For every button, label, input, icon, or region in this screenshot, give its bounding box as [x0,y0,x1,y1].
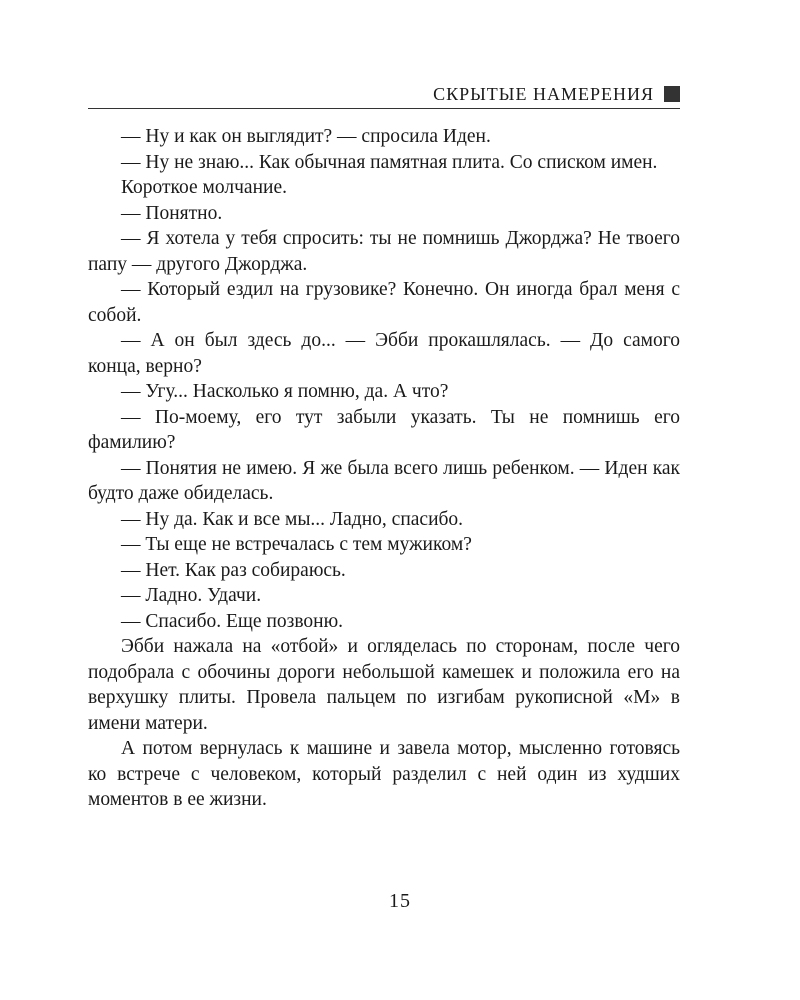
paragraph: — Ну и как он выглядит? — спросила Иден. [121,126,491,147]
square-marker-icon [664,86,680,102]
page-number: 15 [389,890,411,912]
paragraph: Короткое молчание. [121,177,287,198]
paragraph: — Ладно. Удачи. [121,585,262,606]
paragraph: — Я хотела у тебя спросить: ты не помнишь Джорджа? Не твоего папу — другого Джорджа. [88,228,680,275]
paragraph: — Нет. Как раз собираюсь. [121,559,346,581]
paragraph: — Ну не знаю... Как обычная памятная плита. Со списком имен. [121,151,658,173]
paragraph: — Который ездил на грузовике? Конечно. Он иногда брал меня с собой. [88,279,680,326]
paragraph: — Угу... Насколько я помню, да. А что? [121,381,449,402]
paragraph: — По-моему, его тут забыли указать. Ты не помнишь его фамилию? [88,406,680,453]
paragraph: — Понятно. [121,202,223,224]
running-header-title: СКРЫТЫЕ НАМЕРЕНИЯ [433,83,654,104]
running-header [88,78,680,109]
paragraph: — Ну да. Как и все мы... Ладно, спасибо. [121,508,464,530]
paragraph: — Спасибо. Еще позвоню. [121,610,344,632]
body-text [88,124,680,813]
paragraph: — А он был здесь до... — Эбби прокашлялась. — До самого конца, верно? [88,330,680,377]
paragraph: Эбби нажала на «отбой» и огляделась по сторонам, после чего подобрала с обочины дороги небольшой камешек и положила его на верхушку плиты. Провела пальцем по изгибам рукописной «М» в имени матери. [88,636,680,734]
paragraph: А потом вернулась к машине и завела мотор, мысленно готовясь ко встрече с человеком, который разделил с ней один из худших моментов в ее жизни. [88,738,680,810]
paragraph: — Ты еще не встречалась с тем мужиком? [121,534,472,555]
paragraph: — Понятия не имею. Я же была всего лишь ребенком. — Иден как будто даже обиделась. [88,457,680,504]
